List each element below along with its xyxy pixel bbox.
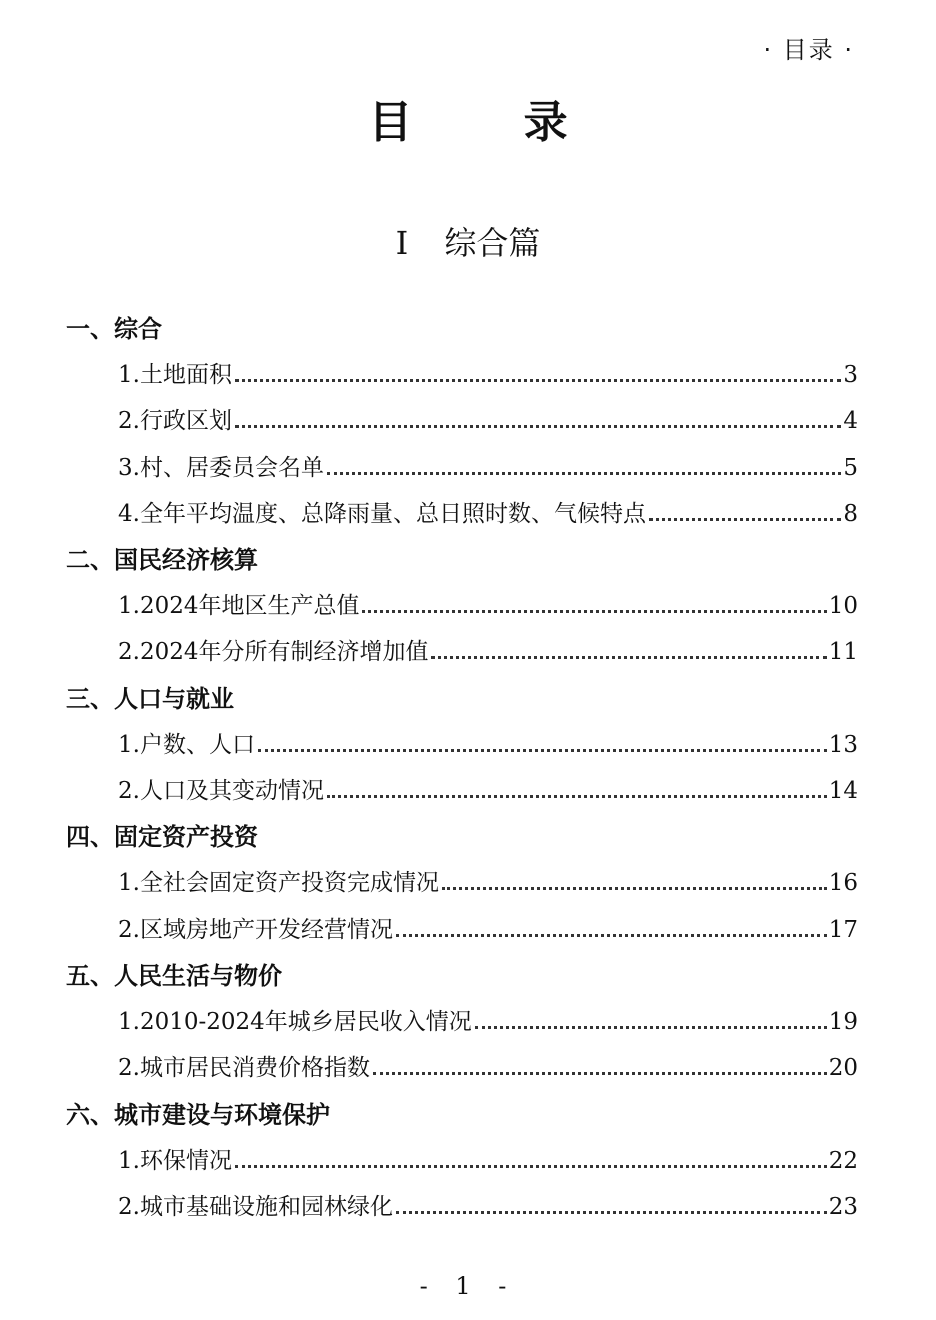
entry-title: 2.区域房地产开发经营情况 [118,916,393,943]
entry-page: 19 [828,1008,858,1035]
entry-title: 2.2024年分所有制经济增加值 [118,639,429,666]
toc-entry[interactable] [66,860,858,906]
entry-title: 1.全社会固定资产投资完成情况 [118,870,439,897]
page-number: - 1 - [419,1272,517,1300]
part-number: I [395,224,409,262]
dot-leader [431,656,826,659]
toc-section [66,306,858,537]
entry-page: 17 [828,916,858,943]
dot-leader [396,934,827,937]
entry-page: 10 [828,593,858,620]
dot-leader [373,1072,827,1075]
entry-page: 14 [828,778,858,805]
toc-entry[interactable] [66,491,858,537]
entry-page: 22 [828,1147,858,1174]
dot-leader [396,1211,827,1214]
entry-page: 16 [828,870,858,897]
part-heading [0,218,936,264]
dot-leader [649,518,841,521]
entry-title: 3.村、居委员会名单 [118,454,324,481]
entry-title: 2.城市居民消费价格指数 [118,1055,370,1082]
toc-section [66,537,858,676]
entry-title: 1.环保情况 [118,1147,232,1174]
table-of-contents [66,306,858,1230]
toc-entry[interactable] [66,999,858,1045]
dot-leader [327,795,827,798]
toc-entry[interactable] [66,352,858,398]
section-title[interactable]: 二、国民经济核算 [66,546,258,575]
dot-leader [235,379,841,382]
section-title[interactable]: 三、人口与就业 [66,684,234,713]
toc-entry[interactable] [66,1045,858,1091]
toc-entry[interactable] [66,445,858,491]
dot-leader [442,887,827,890]
toc-section [66,676,858,815]
entry-title: 1.户数、人口 [118,731,255,758]
section-title[interactable]: 一、综合 [66,315,162,343]
part-name: 综合篇 [444,224,541,262]
toc-entry[interactable] [66,1184,858,1230]
toc-entry[interactable] [66,1138,858,1184]
entry-page: 3 [843,362,858,388]
dot-leader [327,472,841,475]
entry-page: 5 [843,454,858,481]
entry-title: 4.全年平均温度、总降雨量、总日照时数、气候特点 [118,500,646,527]
dot-leader [235,425,841,428]
entry-page: 11 [828,639,858,666]
entry-title: 2.人口及其变动情况 [118,778,324,805]
toc-entry[interactable] [66,768,858,814]
section-title[interactable]: 四、固定资产投资 [66,823,258,852]
page-title: 目 录 [368,97,616,148]
toc-section [66,1092,858,1231]
entry-page: 23 [828,1193,858,1220]
toc-entry[interactable] [66,398,858,444]
dot-leader [475,1026,827,1029]
entry-title: 1.2024年地区生产总值 [118,593,360,620]
toc-section [66,814,858,953]
section-title[interactable]: 六、城市建设与环境保护 [66,1100,330,1129]
section-title[interactable]: 五、人民生活与物价 [66,961,282,990]
entry-page: 20 [828,1055,858,1082]
toc-entry[interactable] [66,722,858,768]
dot-leader [362,610,826,613]
dot-leader [258,749,827,752]
entry-title: 2.行政区划 [118,408,232,435]
entry-title: 1.2010-2024年城乡居民收入情况 [118,1008,472,1035]
running-head: · 目录 · [763,36,854,64]
entry-title: 1.土地面积 [118,362,232,388]
entry-page: 8 [843,500,858,527]
entry-page: 13 [828,731,858,758]
toc-entry[interactable] [66,629,858,675]
toc-entry[interactable] [66,583,858,629]
toc-entry[interactable] [66,907,858,953]
toc-section [66,953,858,1092]
entry-title: 2.城市基础设施和园林绿化 [118,1193,393,1220]
entry-page: 4 [843,408,858,435]
dot-leader [235,1165,827,1168]
